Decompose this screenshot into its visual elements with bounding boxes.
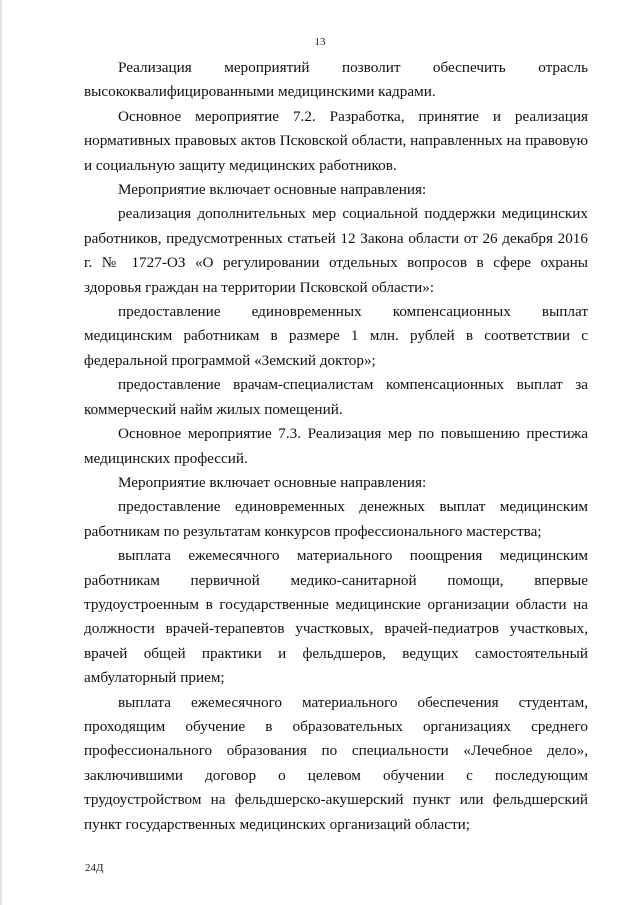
paragraph-housing-compensation: предоставление врачам-специалистам компенсационных выплат за коммерческий найм жилых помещений.	[84, 376, 588, 418]
paragraph-contest-payments: предоставление единовременных денежных выплат медицинским работникам по результатам конкурсов профессионального мастерства;	[84, 498, 588, 540]
paragraph-social-support: реализация дополнительных мер социальной поддержки медицинских работников, предусмотренных статьей 12 Закона области от 26 декабря 2016 г. № 1727-ОЗ «О регулировании отдельных вопросов в сфере охраны здоровья граждан на территории Псковской области»:	[84, 205, 588, 296]
page-edge	[0, 0, 3, 905]
paragraph-measure-7-2: Основное мероприятие 7.2. Разработка, принятие и реализация нормативных правовых актов Псковской области, направленных на правовую и социальную защиту медицинских работников.	[84, 107, 588, 174]
paragraph-student-support: выплата ежемесячного материального обеспечения студентам, проходящим обучение в образовательных организациях среднего профессионального образования по специальности «Лечебное дело», заключившими договор о целевом обучении с последующим трудоустройством на фельдшерско-акушерский пункт или фельдшерский пункт государственных медицинских организаций области;	[84, 693, 588, 833]
document-body	[84, 56, 588, 837]
paragraph-directions-intro-2: Мероприятие включает основные направления:	[118, 473, 427, 491]
footer-code: 24Д	[85, 862, 104, 874]
paragraph-monthly-incentive: выплата ежемесячного материального поощрения медицинским работникам первичной медико-санитарной помощи, впервые трудоустроенным в государственные медицинские организации области на должности врачей-терапевтов участковых, врачей-педиатров участковых, врачей общей практики и фельдшеров, ведущих самостоятельный амбулаторный прием;	[84, 547, 588, 687]
paragraph-directions-intro: Мероприятие включает основные направления:	[118, 181, 427, 199]
paragraph-zemsky-doctor: предоставление единовременных компенсационных выплат медицинским работникам в размере 1 млн. рублей в соответствии с федеральной программой «Земский доктор»;	[84, 303, 588, 369]
paragraph-outcome: Реализация мероприятий позволит обеспечить отрасль высококвалифицированными медицинскими кадрами.	[84, 59, 588, 101]
paragraph-measure-7-3: Основное мероприятие 7.3. Реализация мер по повышению престижа медицинских профессий.	[84, 425, 588, 467]
page-number: 13	[314, 36, 326, 48]
